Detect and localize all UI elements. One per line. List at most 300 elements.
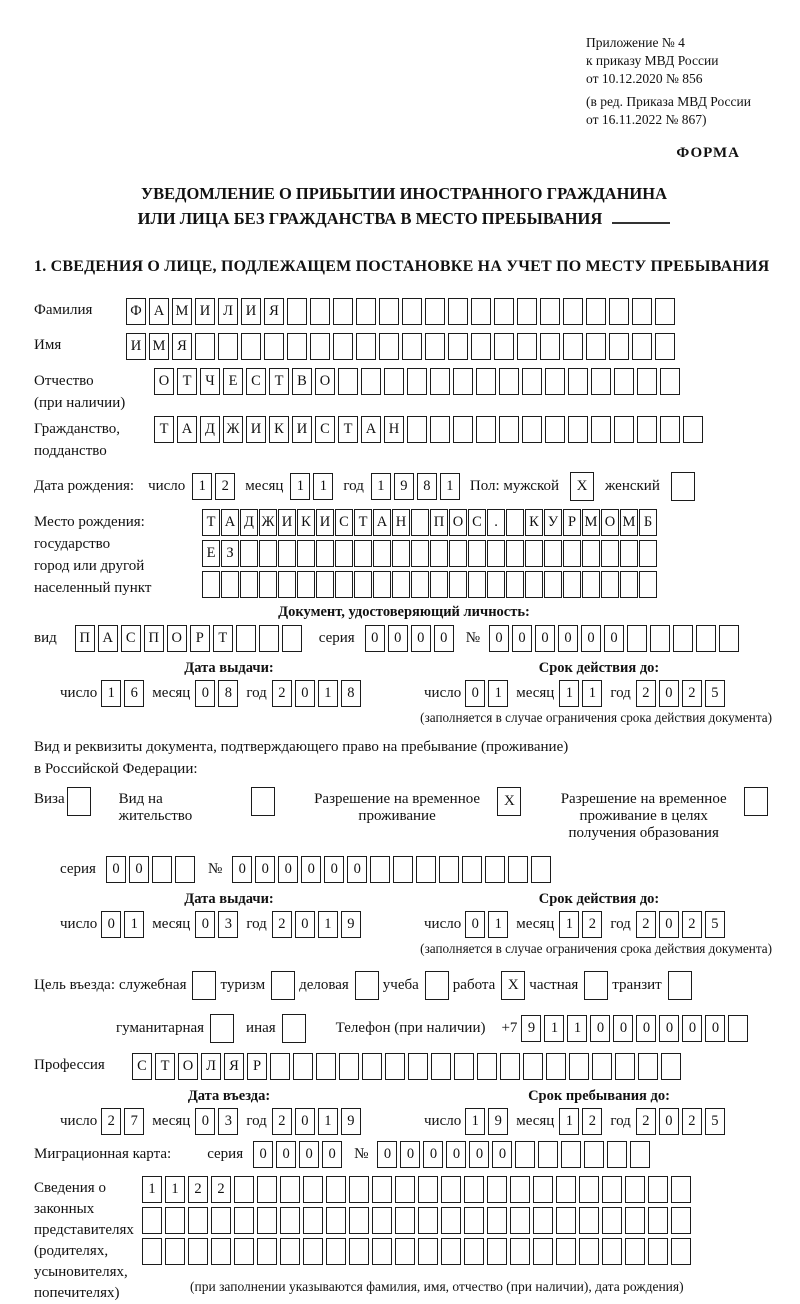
char-cell[interactable]: М [620,509,638,536]
char-cell[interactable] [411,571,429,598]
char-cell[interactable]: К [297,509,315,536]
char-cell[interactable]: 2 [682,1108,702,1135]
char-cell[interactable] [637,416,657,443]
char-cell[interactable] [525,540,543,567]
char-cell[interactable]: Ф [126,298,146,325]
char-cell[interactable] [487,1207,507,1234]
char-cell[interactable]: 9 [488,1108,508,1135]
char-cell[interactable] [506,509,524,536]
char-cell[interactable]: 1 [559,1108,579,1135]
char-cell[interactable] [494,298,514,325]
char-cell[interactable] [257,1207,277,1234]
char-cell[interactable]: В [292,368,312,395]
char-cell[interactable] [453,416,473,443]
char-cell[interactable] [462,856,482,883]
char-cell[interactable] [335,540,353,567]
char-cell[interactable] [373,571,391,598]
char-cell[interactable] [719,625,739,652]
char-cell[interactable] [257,1176,277,1203]
char-cell[interactable] [540,333,560,360]
char-cell[interactable] [533,1176,553,1203]
char-cell[interactable]: С [468,509,486,536]
char-cell[interactable] [671,1176,691,1203]
char-cell[interactable]: 0 [512,625,532,652]
char-cell[interactable] [648,1238,668,1265]
visa-checkbox[interactable] [67,787,91,816]
char-cell[interactable]: Е [202,540,220,567]
char-cell[interactable]: Д [240,509,258,536]
char-cell[interactable]: 2 [636,680,656,707]
char-cell[interactable]: Т [177,368,197,395]
char-cell[interactable] [425,298,445,325]
char-cell[interactable]: Л [201,1053,221,1080]
char-cell[interactable] [310,333,330,360]
char-cell[interactable] [448,333,468,360]
char-cell[interactable] [586,333,606,360]
char-cell[interactable] [449,571,467,598]
char-cell[interactable] [582,571,600,598]
purpose-tourism-checkbox[interactable] [271,971,295,1000]
char-cell[interactable] [545,416,565,443]
char-cell[interactable]: 0 [253,1141,273,1168]
char-cell[interactable]: И [292,416,312,443]
char-cell[interactable] [430,368,450,395]
char-cell[interactable]: Е [223,368,243,395]
char-cell[interactable] [477,1053,497,1080]
char-cell[interactable]: О [167,625,187,652]
char-cell[interactable] [354,571,372,598]
char-cell[interactable] [175,856,195,883]
char-cell[interactable]: Н [392,509,410,536]
char-cell[interactable] [540,298,560,325]
char-cell[interactable] [660,416,680,443]
char-cell[interactable] [430,540,448,567]
char-cell[interactable]: 1 [165,1176,185,1203]
char-cell[interactable] [385,1053,405,1080]
char-cell[interactable] [392,571,410,598]
purpose-work-checkbox[interactable]: X [501,971,525,1000]
char-cell[interactable] [523,1053,543,1080]
char-cell[interactable] [487,1238,507,1265]
char-cell[interactable] [418,1238,438,1265]
char-cell[interactable]: 0 [535,625,555,652]
char-cell[interactable] [476,368,496,395]
char-cell[interactable] [671,1238,691,1265]
char-cell[interactable] [471,298,491,325]
char-cell[interactable] [556,1176,576,1203]
char-cell[interactable] [591,416,611,443]
char-cell[interactable] [639,540,657,567]
char-cell[interactable] [188,1207,208,1234]
char-cell[interactable]: 0 [604,625,624,652]
char-cell[interactable]: 1 [582,680,602,707]
char-cell[interactable] [221,571,239,598]
char-cell[interactable] [499,368,519,395]
char-cell[interactable]: 0 [195,911,215,938]
char-cell[interactable]: 1 [313,473,333,500]
char-cell[interactable] [620,540,638,567]
char-cell[interactable]: 0 [232,856,252,883]
char-cell[interactable] [407,368,427,395]
char-cell[interactable]: 1 [124,911,144,938]
char-cell[interactable]: Т [155,1053,175,1080]
char-cell[interactable]: А [221,509,239,536]
char-cell[interactable] [517,333,537,360]
char-cell[interactable] [259,625,279,652]
char-cell[interactable]: 0 [195,680,215,707]
char-cell[interactable] [487,1176,507,1203]
char-cell[interactable]: 0 [682,1015,702,1042]
char-cell[interactable]: О [178,1053,198,1080]
char-cell[interactable]: . [487,509,505,536]
char-cell[interactable]: 1 [290,473,310,500]
char-cell[interactable]: 8 [417,473,437,500]
char-cell[interactable]: Я [264,298,284,325]
char-cell[interactable] [592,1053,612,1080]
char-cell[interactable] [339,1053,359,1080]
char-cell[interactable] [326,1176,346,1203]
char-cell[interactable] [650,625,670,652]
char-cell[interactable]: 0 [423,1141,443,1168]
char-cell[interactable] [655,298,675,325]
char-cell[interactable]: П [75,625,95,652]
char-cell[interactable]: Я [172,333,192,360]
char-cell[interactable]: А [361,416,381,443]
purpose-business-checkbox[interactable] [355,971,379,1000]
char-cell[interactable] [454,1053,474,1080]
char-cell[interactable] [407,416,427,443]
char-cell[interactable] [297,571,315,598]
char-cell[interactable]: О [315,368,335,395]
char-cell[interactable] [601,540,619,567]
char-cell[interactable] [637,368,657,395]
char-cell[interactable] [278,540,296,567]
char-cell[interactable] [372,1176,392,1203]
char-cell[interactable] [430,571,448,598]
char-cell[interactable] [234,1238,254,1265]
char-cell[interactable] [556,1207,576,1234]
char-cell[interactable] [402,333,422,360]
char-cell[interactable]: П [144,625,164,652]
char-cell[interactable] [510,1176,530,1203]
char-cell[interactable]: Ч [200,368,220,395]
char-cell[interactable]: 1 [142,1176,162,1203]
char-cell[interactable] [494,333,514,360]
char-cell[interactable]: А [177,416,197,443]
char-cell[interactable] [568,368,588,395]
char-cell[interactable] [660,368,680,395]
char-cell[interactable]: 0 [581,625,601,652]
char-cell[interactable]: 1 [192,473,212,500]
char-cell[interactable] [349,1207,369,1234]
char-cell[interactable] [408,1053,428,1080]
char-cell[interactable]: И [316,509,334,536]
char-cell[interactable] [372,1207,392,1234]
char-cell[interactable] [602,1207,622,1234]
char-cell[interactable]: 2 [215,473,235,500]
char-cell[interactable]: 0 [276,1141,296,1168]
char-cell[interactable]: У [544,509,562,536]
char-cell[interactable]: 0 [278,856,298,883]
char-cell[interactable] [236,625,256,652]
char-cell[interactable]: 1 [465,1108,485,1135]
char-cell[interactable]: И [195,298,215,325]
char-cell[interactable] [449,540,467,567]
char-cell[interactable] [303,1207,323,1234]
char-cell[interactable] [476,416,496,443]
char-cell[interactable] [591,368,611,395]
char-cell[interactable]: 0 [636,1015,656,1042]
char-cell[interactable] [632,298,652,325]
char-cell[interactable] [333,333,353,360]
char-cell[interactable]: Т [338,416,358,443]
char-cell[interactable]: 2 [582,911,602,938]
char-cell[interactable] [349,1176,369,1203]
char-cell[interactable] [544,540,562,567]
char-cell[interactable] [402,298,422,325]
char-cell[interactable]: И [246,416,266,443]
char-cell[interactable]: 0 [613,1015,633,1042]
char-cell[interactable]: Ж [223,416,243,443]
char-cell[interactable] [202,571,220,598]
char-cell[interactable]: П [430,509,448,536]
char-cell[interactable] [615,1053,635,1080]
purpose-transit-checkbox[interactable] [668,971,692,1000]
char-cell[interactable]: И [241,298,261,325]
char-cell[interactable] [379,333,399,360]
char-cell[interactable] [165,1207,185,1234]
char-cell[interactable] [471,333,491,360]
char-cell[interactable] [338,368,358,395]
char-cell[interactable] [584,1141,604,1168]
char-cell[interactable]: 0 [446,1141,466,1168]
char-cell[interactable]: 0 [434,625,454,652]
char-cell[interactable]: Д [200,416,220,443]
char-cell[interactable]: 0 [295,911,315,938]
char-cell[interactable]: 0 [465,680,485,707]
char-cell[interactable]: 7 [124,1108,144,1135]
char-cell[interactable] [441,1207,461,1234]
char-cell[interactable]: О [449,509,467,536]
char-cell[interactable]: 0 [295,680,315,707]
sex-male-checkbox[interactable]: X [570,472,594,501]
char-cell[interactable] [453,368,473,395]
char-cell[interactable] [287,298,307,325]
char-cell[interactable]: 9 [521,1015,541,1042]
char-cell[interactable] [142,1207,162,1234]
char-cell[interactable] [354,540,372,567]
char-cell[interactable]: 0 [590,1015,610,1042]
char-cell[interactable]: 0 [558,625,578,652]
char-cell[interactable] [211,1238,231,1265]
char-cell[interactable] [326,1207,346,1234]
char-cell[interactable] [602,1176,622,1203]
char-cell[interactable]: 0 [324,856,344,883]
char-cell[interactable]: 8 [341,680,361,707]
char-cell[interactable] [655,333,675,360]
char-cell[interactable]: 2 [272,911,292,938]
char-cell[interactable]: А [98,625,118,652]
char-cell[interactable]: 1 [567,1015,587,1042]
char-cell[interactable] [356,298,376,325]
char-cell[interactable]: Т [269,368,289,395]
char-cell[interactable] [240,540,258,567]
char-cell[interactable] [316,1053,336,1080]
char-cell[interactable] [234,1207,254,1234]
char-cell[interactable]: 0 [465,911,485,938]
char-cell[interactable] [648,1176,668,1203]
char-cell[interactable] [464,1238,484,1265]
char-cell[interactable] [531,856,551,883]
char-cell[interactable]: 2 [636,911,656,938]
char-cell[interactable]: Н [384,416,404,443]
char-cell[interactable] [392,540,410,567]
char-cell[interactable]: О [601,509,619,536]
char-cell[interactable] [448,298,468,325]
char-cell[interactable] [579,1176,599,1203]
char-cell[interactable] [500,1053,520,1080]
char-cell[interactable] [506,571,524,598]
char-cell[interactable] [625,1207,645,1234]
char-cell[interactable]: 2 [272,1108,292,1135]
char-cell[interactable] [303,1238,323,1265]
char-cell[interactable] [696,625,716,652]
char-cell[interactable]: 1 [371,473,391,500]
char-cell[interactable] [563,333,583,360]
char-cell[interactable]: 0 [469,1141,489,1168]
char-cell[interactable] [522,416,542,443]
char-cell[interactable] [673,625,693,652]
char-cell[interactable] [545,368,565,395]
char-cell[interactable] [425,333,445,360]
temp-residence-education-checkbox[interactable] [744,787,768,816]
char-cell[interactable]: 0 [489,625,509,652]
char-cell[interactable]: К [525,509,543,536]
char-cell[interactable]: 1 [440,473,460,500]
char-cell[interactable] [241,333,261,360]
char-cell[interactable]: 1 [318,680,338,707]
char-cell[interactable] [627,625,647,652]
char-cell[interactable]: М [582,509,600,536]
char-cell[interactable] [556,1238,576,1265]
char-cell[interactable]: 9 [341,1108,361,1135]
char-cell[interactable]: Т [154,416,174,443]
char-cell[interactable]: 1 [318,911,338,938]
char-cell[interactable] [411,509,429,536]
char-cell[interactable] [335,571,353,598]
char-cell[interactable] [257,1238,277,1265]
char-cell[interactable] [152,856,172,883]
char-cell[interactable] [620,571,638,598]
char-cell[interactable]: Б [639,509,657,536]
char-cell[interactable]: 1 [544,1015,564,1042]
char-cell[interactable] [638,1053,658,1080]
char-cell[interactable] [349,1238,369,1265]
char-cell[interactable]: 2 [682,680,702,707]
char-cell[interactable] [487,540,505,567]
char-cell[interactable]: С [335,509,353,536]
char-cell[interactable] [218,333,238,360]
char-cell[interactable] [310,298,330,325]
char-cell[interactable] [614,368,634,395]
char-cell[interactable]: 0 [400,1141,420,1168]
char-cell[interactable] [431,1053,451,1080]
char-cell[interactable]: 0 [129,856,149,883]
char-cell[interactable] [510,1207,530,1234]
char-cell[interactable]: 9 [341,911,361,938]
char-cell[interactable] [544,571,562,598]
char-cell[interactable] [607,1141,627,1168]
char-cell[interactable] [379,298,399,325]
char-cell[interactable] [485,856,505,883]
char-cell[interactable]: 5 [705,911,725,938]
char-cell[interactable] [211,1207,231,1234]
char-cell[interactable]: 1 [488,680,508,707]
char-cell[interactable] [728,1015,748,1042]
char-cell[interactable]: 0 [295,1108,315,1135]
char-cell[interactable] [270,1053,290,1080]
char-cell[interactable] [316,571,334,598]
char-cell[interactable] [569,1053,589,1080]
sex-female-checkbox[interactable] [671,472,695,501]
char-cell[interactable] [468,571,486,598]
char-cell[interactable] [563,540,581,567]
char-cell[interactable]: Ж [259,509,277,536]
char-cell[interactable] [430,416,450,443]
char-cell[interactable] [515,1141,535,1168]
purpose-private-checkbox[interactable] [584,971,608,1000]
char-cell[interactable]: 2 [272,680,292,707]
char-cell[interactable]: 0 [106,856,126,883]
char-cell[interactable] [373,540,391,567]
char-cell[interactable]: 0 [659,911,679,938]
temp-residence-checkbox[interactable]: X [497,787,521,816]
char-cell[interactable]: С [315,416,335,443]
char-cell[interactable]: Л [218,298,238,325]
char-cell[interactable]: 2 [636,1108,656,1135]
char-cell[interactable]: 8 [218,680,238,707]
char-cell[interactable]: 5 [705,1108,725,1135]
char-cell[interactable] [487,571,505,598]
char-cell[interactable]: 3 [218,911,238,938]
char-cell[interactable] [683,416,703,443]
char-cell[interactable] [165,1238,185,1265]
char-cell[interactable]: 2 [682,911,702,938]
char-cell[interactable] [418,1207,438,1234]
char-cell[interactable] [293,1053,313,1080]
char-cell[interactable] [499,416,519,443]
char-cell[interactable]: 5 [705,680,725,707]
char-cell[interactable] [586,298,606,325]
char-cell[interactable] [280,1207,300,1234]
char-cell[interactable]: К [269,416,289,443]
char-cell[interactable]: 9 [394,473,414,500]
char-cell[interactable]: М [149,333,169,360]
char-cell[interactable]: 2 [211,1176,231,1203]
char-cell[interactable] [280,1176,300,1203]
char-cell[interactable]: 0 [411,625,431,652]
char-cell[interactable] [264,333,284,360]
char-cell[interactable] [234,1176,254,1203]
char-cell[interactable]: О [154,368,174,395]
char-cell[interactable] [533,1238,553,1265]
char-cell[interactable] [418,1176,438,1203]
char-cell[interactable]: М [172,298,192,325]
char-cell[interactable]: 0 [299,1141,319,1168]
char-cell[interactable] [361,368,381,395]
char-cell[interactable]: 2 [582,1108,602,1135]
char-cell[interactable] [630,1141,650,1168]
